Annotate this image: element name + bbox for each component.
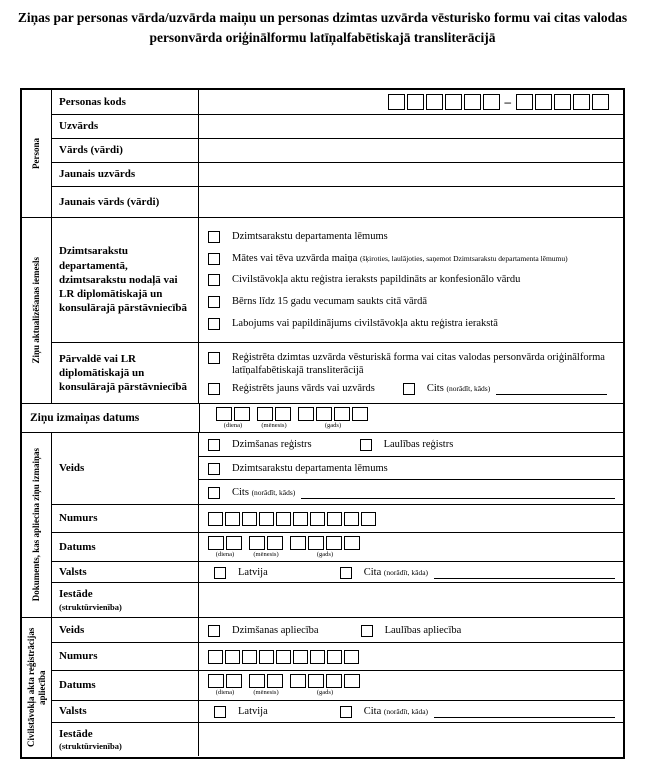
menesis-label: (mēnesis) bbox=[253, 689, 279, 696]
section-persona bbox=[22, 90, 623, 218]
checkbox-laulibas-registrs[interactable] bbox=[360, 439, 372, 451]
row-dokuments-numurs bbox=[52, 505, 623, 533]
digit-box[interactable] bbox=[208, 512, 223, 526]
dokuments-datums-input bbox=[208, 536, 360, 558]
persona-side-cell bbox=[22, 90, 52, 217]
digit-box[interactable] bbox=[388, 94, 405, 110]
cita-valsts-label: Cita bbox=[363, 706, 382, 717]
cits-iemesls-note: (norādīt, kāds) bbox=[446, 383, 491, 393]
checkbox-cita-valsts-apliciba[interactable] bbox=[340, 706, 352, 718]
dokuments-valsts-field bbox=[199, 562, 623, 582]
option-mates-teva-maina: Mātes vai tēva uzvārda maiņa (šķiroties, laulājoties, saņemot Dzimtsarakstu departamenta lēmumu) bbox=[199, 252, 615, 265]
option-berns-cita-varda: Bērns līdz 15 gadu vecumam saukts citā vārdā bbox=[199, 295, 615, 308]
iemesls-parvalde-label: Pārvaldē vai LR diplomātiskajā un konsulārajā pārstāvniecībā bbox=[52, 343, 199, 403]
dokuments-iestade-label: Iestāde (struktūrvienība) bbox=[52, 583, 199, 617]
digit-box[interactable] bbox=[267, 674, 283, 688]
dept-lemums-dokuments-label: Dzimtsarakstu departamenta lēmums bbox=[232, 462, 388, 474]
jaunais-vards-label: Jaunais vārds (vārdi) bbox=[52, 187, 199, 217]
dokuments-numurs-label: Numurs bbox=[52, 505, 199, 532]
digit-box[interactable] bbox=[208, 674, 224, 688]
digit-box[interactable] bbox=[361, 512, 376, 526]
row-dokuments-datums bbox=[52, 533, 623, 562]
row-jaunais-vards bbox=[52, 187, 623, 217]
digit-box[interactable] bbox=[344, 512, 359, 526]
personas-kods-group-1 bbox=[388, 94, 500, 110]
digit-box[interactable] bbox=[275, 407, 291, 421]
row-apliciba-iestade bbox=[52, 723, 623, 756]
dokuments-iestade-field[interactable] bbox=[199, 583, 623, 617]
checkbox-dzimsanas-registrs[interactable] bbox=[208, 439, 220, 451]
latvija-label: Latvija bbox=[238, 566, 268, 578]
dokuments-veids-sub1 bbox=[199, 433, 623, 457]
digit-box[interactable] bbox=[242, 512, 257, 526]
row-dokuments-valsts bbox=[52, 562, 623, 583]
digit-box[interactable] bbox=[225, 650, 240, 664]
digit-box[interactable] bbox=[290, 674, 306, 688]
izmainas-datums-input bbox=[216, 407, 368, 429]
gads-label: (gads) bbox=[324, 422, 342, 429]
diena-label: (diena) bbox=[215, 551, 235, 558]
digit-box[interactable] bbox=[310, 512, 325, 526]
digit-box[interactable] bbox=[554, 94, 571, 110]
dokuments-valsts-label: Valsts bbox=[52, 562, 199, 582]
form-title: Ziņas par personas vārda/uzvārda maiņu un personas dzimtas uzvārda vēsturisko formu vai citas valodas personvārda oriģinālformu latīņalfabētiskajā transliterācijā bbox=[17, 10, 628, 46]
digit-box[interactable] bbox=[308, 536, 324, 550]
digit-box[interactable] bbox=[344, 650, 359, 664]
iemesls-dept-label: Dzimtsarakstu departamentā, dzimtsarakstu nodaļā vai LR diplomātiskajā un konsulārajā pārstāvniecībā bbox=[52, 218, 199, 342]
vards-label: Vārds (vārdi) bbox=[52, 139, 199, 162]
digit-box[interactable] bbox=[259, 512, 274, 526]
row-iemesls-parvalde bbox=[52, 343, 623, 403]
cits-dokuments-note: (norādīt, kāds) bbox=[251, 487, 296, 497]
dokuments-datums-field bbox=[199, 533, 623, 561]
digit-box[interactable] bbox=[298, 407, 314, 421]
digit-box[interactable] bbox=[464, 94, 481, 110]
option-dept-lemums: Dzimtsarakstu departamenta lēmums bbox=[199, 230, 615, 243]
option-registrets-jauns-vards: Reģistrēts jauns vārds vai uzvārds Cits (norādīt, kāds) bbox=[199, 382, 615, 395]
apliciba-numurs-label: Numurs bbox=[52, 643, 199, 670]
digit-box[interactable] bbox=[249, 674, 265, 688]
laulibas-apliciba-label: Laulības apliecība bbox=[384, 624, 462, 636]
dokuments-side-cell bbox=[22, 433, 52, 617]
cits-iemesls-label: Cits bbox=[426, 383, 444, 394]
cits-iemesls-group bbox=[403, 382, 615, 395]
dokuments-side-label: Dokuments, kas apliecina ziņu izmaiņas bbox=[31, 448, 42, 602]
checkbox-cita-valsts-dokuments[interactable] bbox=[340, 567, 352, 579]
row-apliciba-valsts bbox=[52, 701, 623, 723]
vards-field[interactable] bbox=[199, 139, 623, 162]
section-apliciba bbox=[22, 618, 623, 757]
uzvards-label: Uzvārds bbox=[52, 115, 199, 138]
apliciba-valsts-label: Valsts bbox=[52, 701, 199, 722]
apliciba-valsts-field bbox=[199, 701, 623, 722]
diena-label: (diena) bbox=[215, 689, 235, 696]
digit-box[interactable] bbox=[208, 536, 224, 550]
apliciba-iestade-label: Iestāde (struktūrvienība) bbox=[52, 723, 199, 756]
dokuments-veids-label: Veids bbox=[52, 433, 199, 504]
checkbox-labojums[interactable] bbox=[208, 318, 220, 330]
digit-box[interactable] bbox=[226, 536, 242, 550]
menesis-label: (mēnesis) bbox=[261, 422, 287, 429]
row-dokuments-iestade bbox=[52, 583, 623, 617]
digit-box[interactable] bbox=[226, 674, 242, 688]
dokuments-iestade-note: (struktūrvienība) bbox=[59, 601, 122, 612]
option-registreta-vesturiska-forma: Reģistrēta dzimtas uzvārda vēsturiskā forma vai citas valodas personvārda oriģinālforma latīņalfabētiskajā transliterācijā bbox=[199, 351, 615, 377]
digit-box[interactable] bbox=[344, 536, 360, 550]
checkbox-mates-teva-maina[interactable] bbox=[208, 253, 220, 265]
uzvards-field[interactable] bbox=[199, 115, 623, 138]
diena-label: (diena) bbox=[223, 422, 243, 429]
checkbox-registrets-jauns-vards[interactable] bbox=[208, 383, 220, 395]
apliciba-veids-field bbox=[199, 618, 623, 642]
gads-label: (gads) bbox=[316, 689, 334, 696]
personas-kods-field bbox=[199, 90, 623, 114]
checkbox-latvija-dokuments[interactable] bbox=[214, 567, 226, 579]
digit-box[interactable] bbox=[326, 674, 342, 688]
digit-box[interactable] bbox=[535, 94, 552, 110]
jaunais-vards-field[interactable] bbox=[199, 187, 623, 217]
checkbox-dept-lemums-dokuments[interactable] bbox=[208, 463, 220, 475]
iemesls-side-label: Ziņu aktualizēšanas iemesls bbox=[31, 257, 42, 364]
apliciba-side-label: Civilstāvokļa akta reģistrācijas apliecība bbox=[25, 627, 47, 748]
digit-box[interactable] bbox=[234, 407, 250, 421]
digit-box[interactable] bbox=[573, 94, 590, 110]
digit-box[interactable] bbox=[334, 407, 350, 421]
digit-box[interactable] bbox=[310, 650, 325, 664]
cits-dokuments-fill-line[interactable] bbox=[301, 486, 615, 499]
cita-valsts-fill-line-apliciba[interactable] bbox=[434, 705, 615, 718]
digit-box[interactable] bbox=[516, 94, 533, 110]
digit-box[interactable] bbox=[208, 650, 223, 664]
checkbox-cits-iemesls[interactable] bbox=[403, 383, 415, 395]
digit-box[interactable] bbox=[267, 536, 283, 550]
row-apliciba-datums bbox=[52, 671, 623, 701]
apliciba-datums-input bbox=[208, 674, 360, 696]
digit-box[interactable] bbox=[242, 650, 257, 664]
apliciba-numurs-input bbox=[199, 643, 623, 670]
apliciba-veids-label: Veids bbox=[52, 618, 199, 642]
dokuments-veids-sub2 bbox=[199, 457, 623, 480]
cits-iemesls-fill-line[interactable] bbox=[496, 382, 607, 395]
apliciba-iestade-note: (struktūrvienība) bbox=[59, 741, 122, 752]
jaunais-uzvards-field[interactable] bbox=[199, 163, 623, 186]
section-izmainas-datums bbox=[22, 404, 623, 433]
cita-valsts-fill-line-dokuments[interactable] bbox=[434, 566, 615, 579]
digit-box[interactable] bbox=[327, 512, 342, 526]
personas-kods-label: Personas kods bbox=[52, 90, 199, 114]
apliciba-datums-field bbox=[199, 671, 623, 700]
checkbox-laulibas-apliciba[interactable] bbox=[361, 625, 373, 637]
row-iemesls-departamenta bbox=[52, 218, 623, 343]
digit-box[interactable] bbox=[216, 407, 232, 421]
digit-box[interactable] bbox=[293, 512, 308, 526]
digit-box[interactable] bbox=[407, 94, 424, 110]
iemesls-dept-options bbox=[199, 218, 623, 342]
option-konfesionalais-vards: Civilstāvokļa aktu reģistra ieraksts papildināts ar konfesionālo vārdu bbox=[199, 273, 615, 286]
gads-label: (gads) bbox=[316, 551, 334, 558]
apliciba-iestade-field[interactable] bbox=[199, 723, 623, 756]
form-table bbox=[20, 88, 625, 759]
digit-box[interactable] bbox=[352, 407, 368, 421]
cits-dokuments-label: Cits bbox=[232, 486, 249, 498]
digit-box[interactable] bbox=[249, 536, 265, 550]
digit-box[interactable] bbox=[445, 94, 462, 110]
personas-kods-group-2 bbox=[516, 94, 609, 110]
digit-box[interactable] bbox=[592, 94, 609, 110]
apliciba-side-cell bbox=[22, 618, 52, 757]
row-apliciba-veids bbox=[52, 618, 623, 643]
izmainas-datums-field bbox=[200, 404, 623, 432]
izmainas-datums-label: Ziņu izmaiņas datums bbox=[22, 404, 200, 432]
digit-box[interactable] bbox=[316, 407, 332, 421]
menesis-label: (mēnesis) bbox=[253, 551, 279, 558]
checkbox-berns-cita-varda[interactable] bbox=[208, 296, 220, 308]
iemesls-side-cell bbox=[22, 218, 52, 403]
latvija-label: Latvija bbox=[238, 706, 268, 717]
digit-box[interactable] bbox=[326, 536, 342, 550]
dzimsanas-apliciba-label: Dzimšanas apliecība bbox=[232, 624, 319, 636]
dokuments-veids-sub3 bbox=[199, 480, 623, 504]
checkbox-konfesionalais-vards[interactable] bbox=[208, 274, 220, 286]
cita-valsts-label: Cita bbox=[363, 566, 382, 578]
row-jaunais-uzvards bbox=[52, 163, 623, 187]
row-uzvards bbox=[52, 115, 623, 139]
digit-box[interactable] bbox=[483, 94, 500, 110]
section-iemesls bbox=[22, 218, 623, 404]
cita-valsts-note: (norādīt, kāda) bbox=[383, 707, 429, 716]
section-dokuments bbox=[22, 433, 623, 618]
checkbox-latvija-apliciba[interactable] bbox=[214, 706, 226, 718]
checkbox-registreta-vesturiska-forma[interactable] bbox=[208, 352, 220, 364]
digit-box[interactable] bbox=[290, 536, 306, 550]
row-personas-kods bbox=[52, 90, 623, 115]
dokuments-datums-label: Datums bbox=[52, 533, 199, 561]
row-vards bbox=[52, 139, 623, 163]
digit-box[interactable] bbox=[225, 512, 240, 526]
digit-box[interactable] bbox=[344, 674, 360, 688]
digit-box[interactable] bbox=[308, 674, 324, 688]
digit-box[interactable] bbox=[276, 650, 291, 664]
dzimsanas-registrs-label: Dzimšanas reģistrs bbox=[232, 439, 312, 450]
dokuments-numurs-input bbox=[199, 505, 623, 532]
digit-box[interactable] bbox=[293, 650, 308, 664]
digit-box[interactable] bbox=[327, 650, 342, 664]
row-dokuments-veids bbox=[52, 433, 623, 505]
laulibas-registrs-label: Laulības reģistrs bbox=[383, 439, 454, 450]
digit-box[interactable] bbox=[426, 94, 443, 110]
jaunais-uzvards-label: Jaunais uzvārds bbox=[52, 163, 199, 186]
apliciba-datums-label: Datums bbox=[52, 671, 199, 700]
cita-valsts-note: (norādīt, kāda) bbox=[383, 567, 429, 577]
checkbox-dzimsanas-apliciba[interactable] bbox=[208, 625, 220, 637]
digit-box[interactable] bbox=[259, 650, 274, 664]
iemesls-parvalde-options bbox=[199, 343, 623, 403]
option-labojums: Labojums vai papildinājums civilstāvokļa aktu reģistra ierakstā bbox=[199, 317, 615, 330]
checkbox-cits-dokuments[interactable] bbox=[208, 487, 220, 499]
digit-box[interactable] bbox=[276, 512, 291, 526]
persona-side-label: Persona bbox=[31, 138, 42, 169]
checkbox-dept-lemums[interactable] bbox=[208, 231, 220, 243]
row-apliciba-numurs bbox=[52, 643, 623, 671]
digit-box[interactable] bbox=[257, 407, 273, 421]
personas-kods-dash: – bbox=[504, 94, 511, 109]
